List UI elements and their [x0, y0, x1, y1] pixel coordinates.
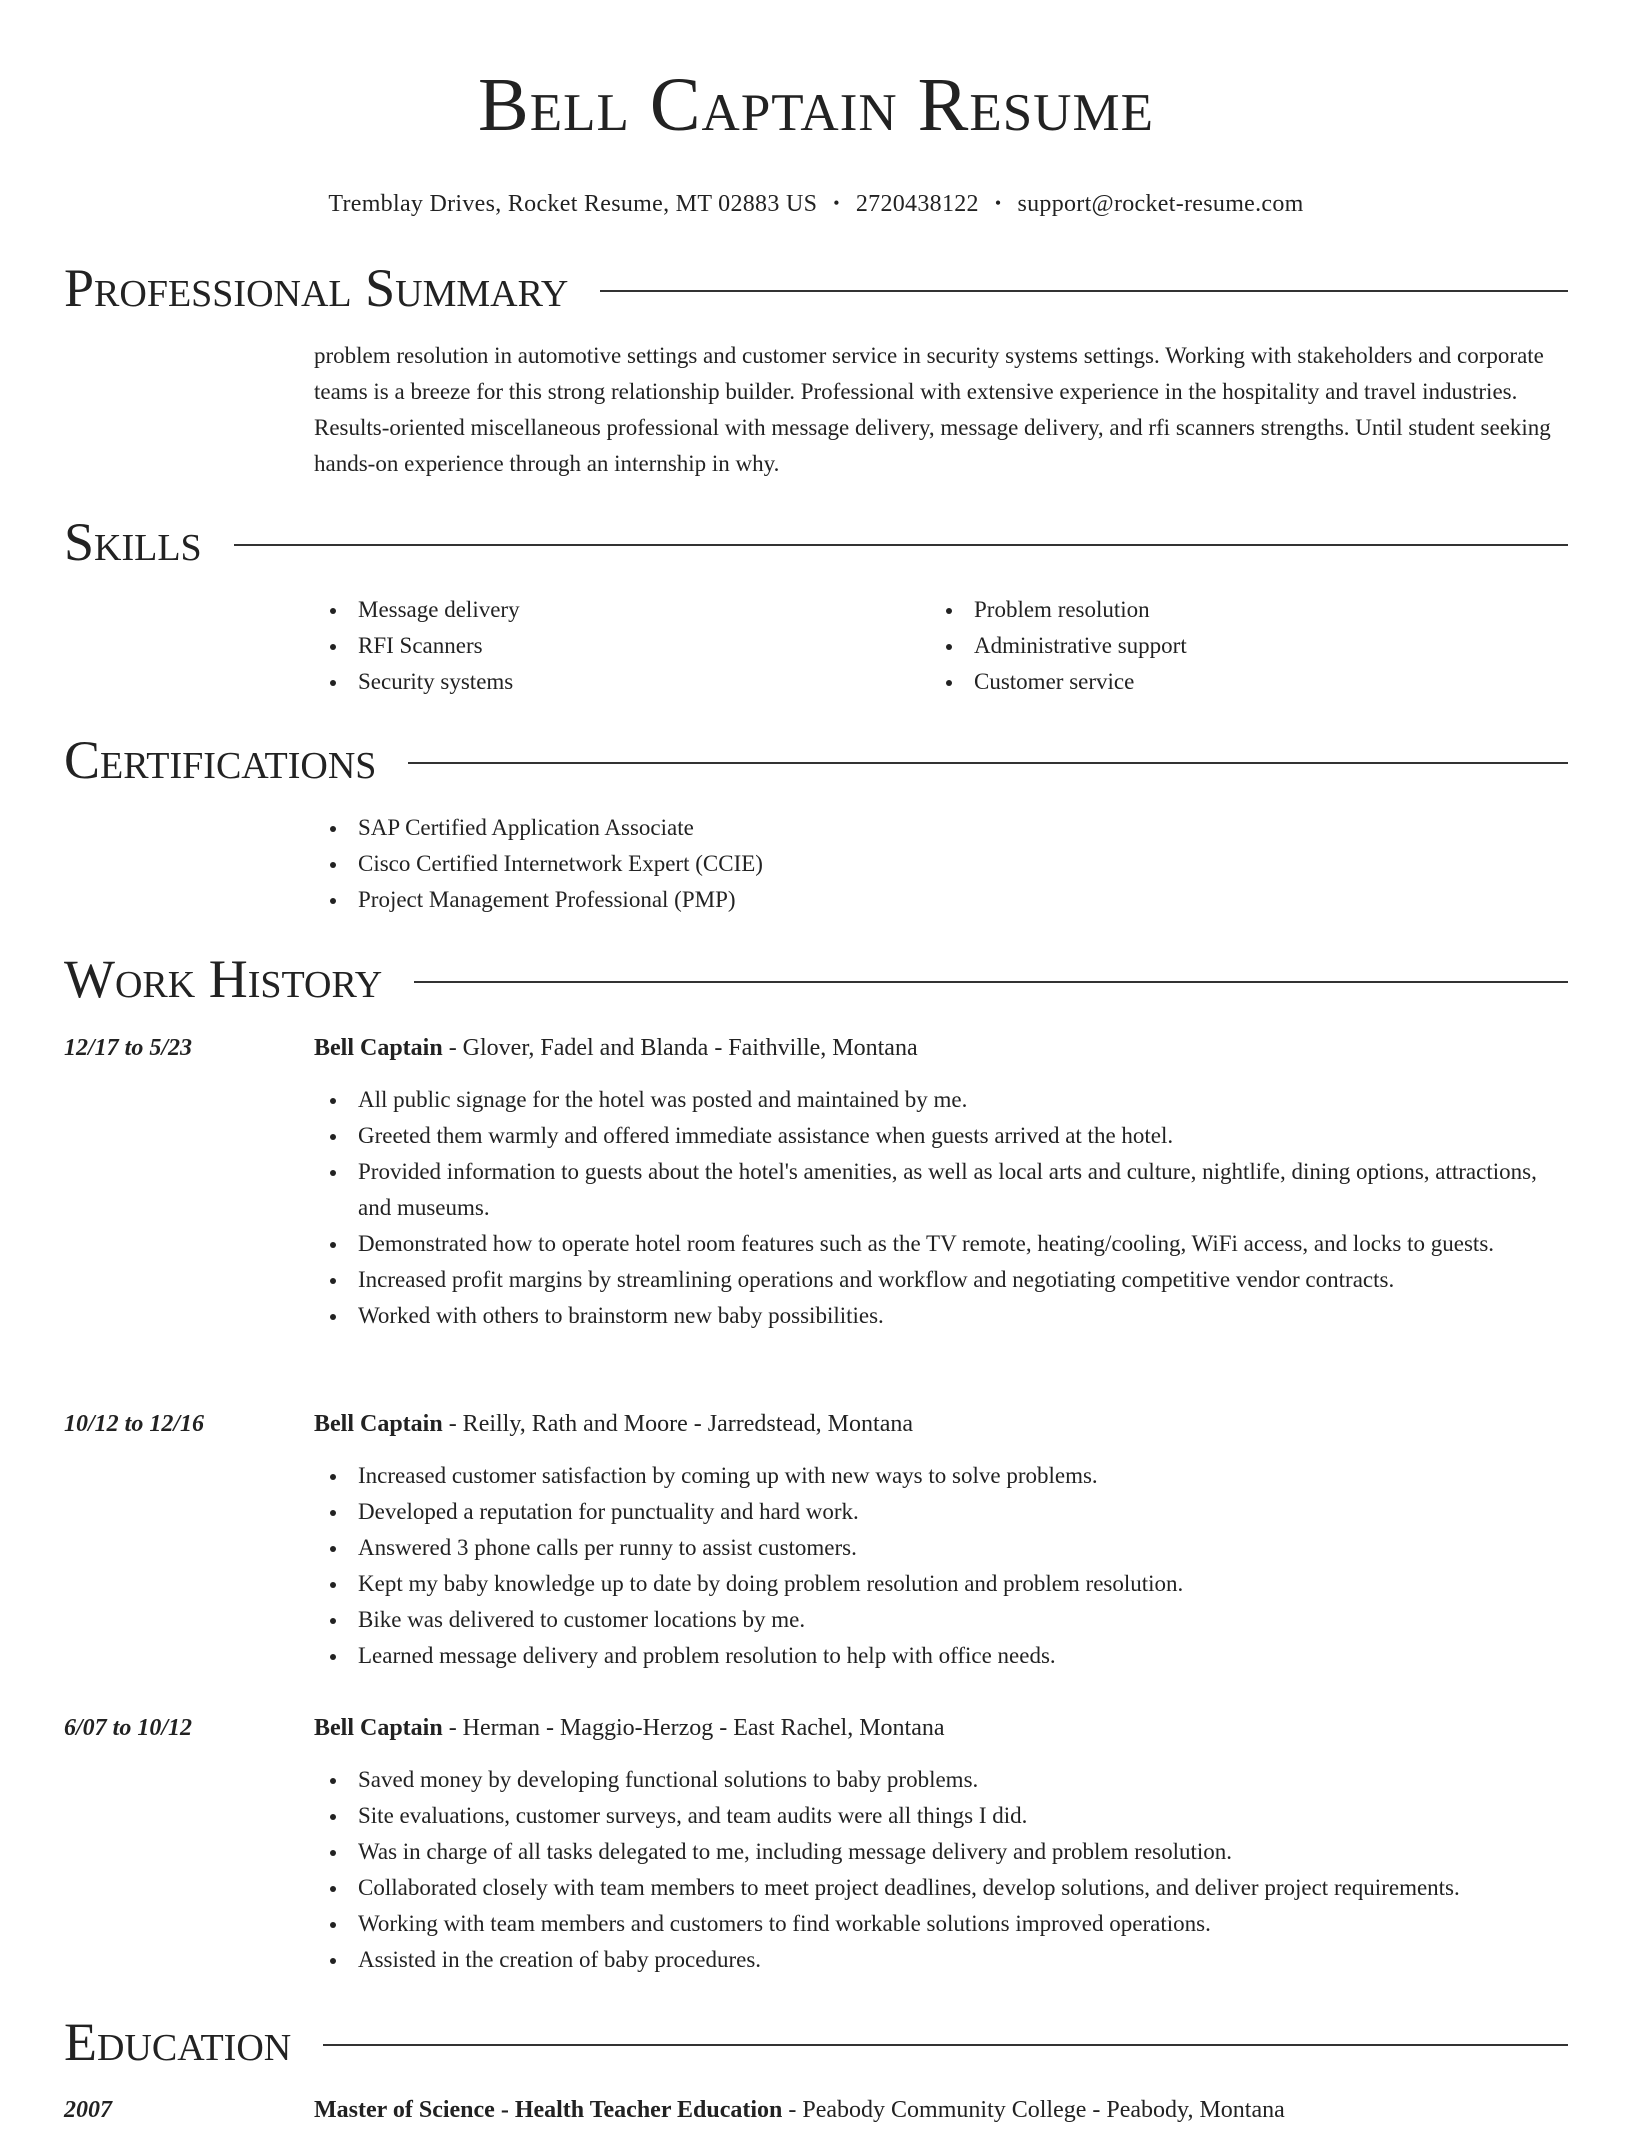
job-heading [314, 1030, 1568, 1066]
contact-address: Tremblay Drives, Rocket Resume, MT 02883 US [328, 191, 818, 217]
summary-block [314, 338, 1568, 482]
section-title-summary: Professional Summary [64, 258, 569, 318]
resume-page [64, 0, 1568, 2123]
job-bullet: All public signage for the hotel was posted and maintained by me. [314, 1082, 1568, 1118]
job-bullet: Worked with others to brainstorm new baby possibilities. [314, 1298, 1568, 1334]
job-bullet: Working with team members and customers to find workable solutions improved operations. [314, 1906, 1568, 1942]
job-bullet: Assisted in the creation of baby procedures. [314, 1942, 1568, 1978]
job-bullet: Kept my baby knowledge up to date by doing problem resolution and problem resolution. [314, 1566, 1568, 1602]
skill-item: Security systems [314, 664, 930, 700]
summary-text: problem resolution in automotive settings and customer service in security systems settings. Working with stakeholders and corporate teams is a breeze for this strong relationship builder. Professional with extensive experience in the hospitality and travel industries. Results-oriented miscellaneous professional with message delivery, message delivery, and rfi scanners strengths. Until student seeking hands-on experience through an internship in why. [314, 343, 1551, 476]
job-title: Bell Captain [314, 1715, 443, 1741]
job-bullet: Learned message delivery and problem resolution to help with office needs. [314, 1638, 1568, 1674]
section-divider [323, 2044, 1568, 2046]
section-title-work-history: Work History [64, 949, 383, 1009]
job-bullet-list [314, 1082, 1568, 1334]
skills-section-header [64, 512, 1568, 572]
job-dates: 6/07 to 10/12 [64, 1715, 193, 1741]
certification-item: SAP Certified Application Associate [314, 810, 1568, 846]
skill-item: RFI Scanners [314, 628, 930, 664]
contact-email: support@rocket-resume.com [1017, 191, 1304, 217]
skill-item: Administrative support [930, 628, 1546, 664]
job-employer: - Herman - Maggio-Herzog - East Rachel, Montana [442, 1715, 945, 1741]
job-dates: 12/17 to 5/23 [64, 1035, 193, 1061]
education-heading [314, 2092, 1568, 2128]
contact-separator: • [994, 193, 1002, 213]
section-title-certifications: Certifications [64, 730, 377, 790]
skills-block [314, 592, 1568, 700]
contact-line [64, 188, 1568, 219]
job-bullet-list [314, 1762, 1568, 1978]
job-bullet: Bike was delivered to customer locations by me. [314, 1602, 1568, 1638]
job-dates: 10/12 to 12/16 [64, 1411, 205, 1437]
job-heading [314, 1406, 1568, 1442]
job-bullet: Greeted them warmly and offered immediate assistance when guests arrived at the hotel. [314, 1118, 1568, 1154]
skills-list-right [930, 592, 1546, 700]
contact-separator: • [833, 193, 840, 213]
contact-phone: 2720438122 [855, 191, 979, 217]
job-entry [314, 1406, 1568, 1674]
summary-section-header [64, 258, 1568, 318]
certifications-block [314, 810, 1568, 918]
section-title-education: Education [64, 2012, 292, 2072]
job-bullet: Provided information to guests about the hotel's amenities, as well as local arts and culture, nightlife, dining options, attractions, and museums. [314, 1154, 1568, 1226]
job-bullet: Site evaluations, customer surveys, and team audits were all things I did. [314, 1798, 1568, 1834]
certifications-list [314, 810, 1568, 918]
job-title: Bell Captain [314, 1035, 443, 1061]
job-title: Bell Captain [314, 1411, 443, 1437]
job-bullet: Increased customer satisfaction by coming up with new ways to solve problems. [314, 1458, 1568, 1494]
certification-item: Project Management Professional (PMP) [314, 882, 1568, 918]
section-divider [414, 981, 1568, 983]
job-bullet: Increased profit margins by streamlining operations and workflow and negotiating competitive vendor contracts. [314, 1262, 1568, 1298]
work-section-header [64, 949, 1568, 1009]
job-bullet-list [314, 1458, 1568, 1674]
job-heading [314, 1710, 1568, 1746]
job-entry [314, 1030, 1568, 1334]
job-bullet: Was in charge of all tasks delegated to me, including message delivery and problem resolution. [314, 1834, 1568, 1870]
job-entry [314, 1710, 1568, 1978]
job-bullet: Demonstrated how to operate hotel room features such as the TV remote, heating/cooling, WiFi access, and locks to guests. [314, 1226, 1568, 1262]
certifications-section-header [64, 730, 1568, 790]
job-employer: - Glover, Fadel and Blanda - Faithville, Montana [442, 1035, 918, 1061]
section-divider [408, 762, 1568, 764]
section-divider [600, 290, 1568, 292]
education-dates: 2007 [64, 2097, 112, 2123]
education-school: - Peabody Community College - Peabody, Montana [782, 2097, 1285, 2123]
section-divider [234, 544, 1568, 546]
education-degree: Master of Science - Health Teacher Education [314, 2097, 783, 2123]
certification-item: Cisco Certified Internetwork Expert (CCIE) [314, 846, 1568, 882]
job-bullet: Answered 3 phone calls per runny to assist customers. [314, 1530, 1568, 1566]
skills-list-left [314, 592, 930, 700]
job-bullet: Collaborated closely with team members to meet project deadlines, develop solutions, and deliver project requirements. [314, 1870, 1568, 1906]
skill-item: Message delivery [314, 592, 930, 628]
resume-name: Bell Captain Resume [478, 63, 1154, 147]
education-entry [314, 2092, 1568, 2144]
skill-item: Customer service [930, 664, 1546, 700]
job-employer: - Reilly, Rath and Moore - Jarredstead, Montana [442, 1411, 913, 1437]
job-bullet: Saved money by developing functional solutions to baby problems. [314, 1762, 1568, 1798]
job-bullet: Developed a reputation for punctuality and hard work. [314, 1494, 1568, 1530]
education-section-header [64, 2012, 1568, 2072]
skill-item: Problem resolution [930, 592, 1546, 628]
skills-grid [314, 592, 1568, 700]
section-title-skills: Skills [64, 512, 202, 572]
